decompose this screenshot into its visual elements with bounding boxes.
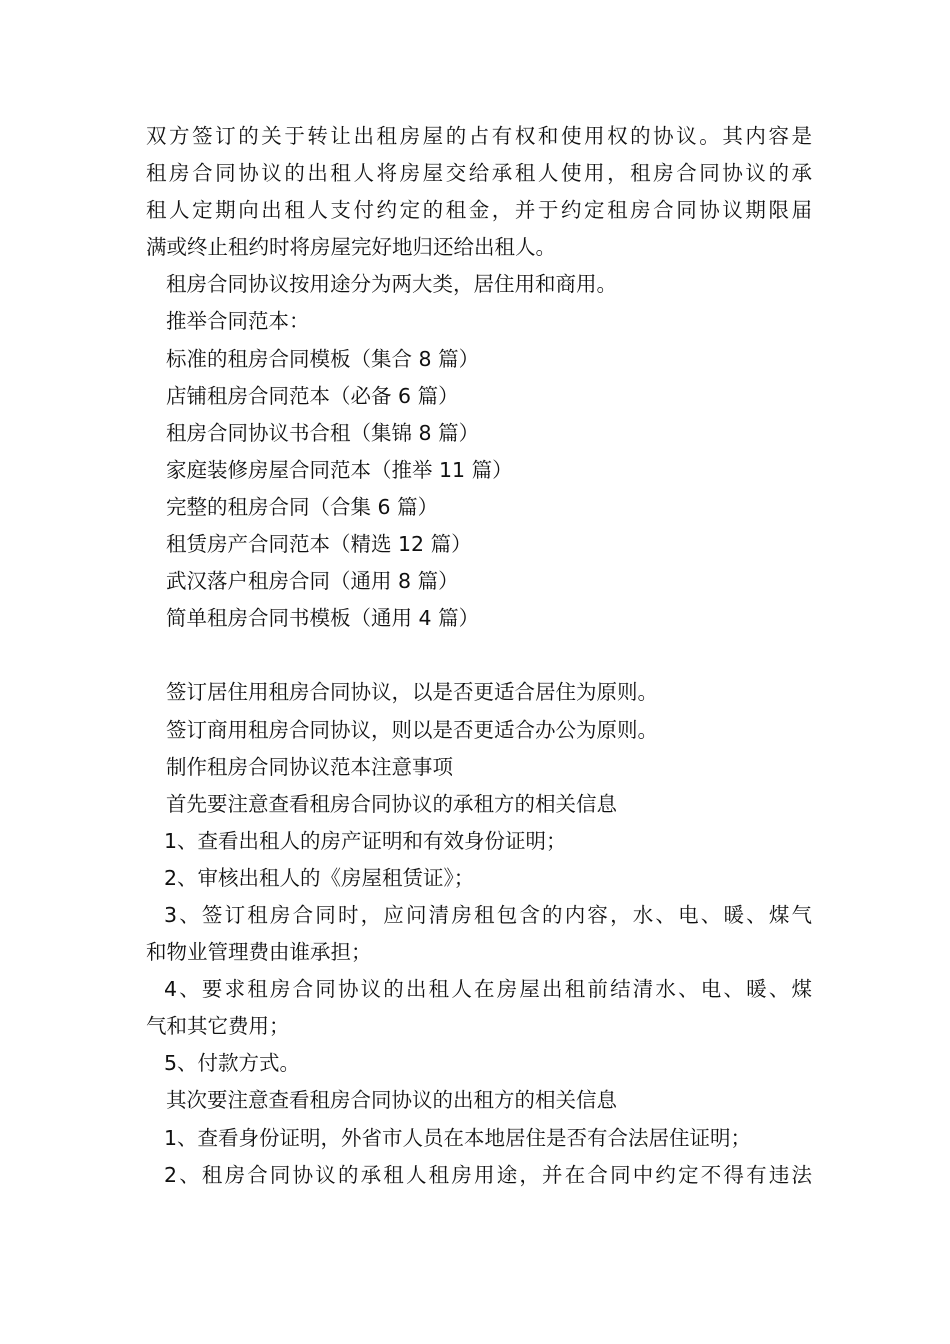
paragraph-line: 满或终止租约时将房屋完好地归还给出租人。 bbox=[146, 235, 556, 260]
recommended-item: 武汉落户租房合同（通用 8 篇） bbox=[166, 569, 459, 594]
paragraph-line: 租人定期向出租人支付约定的租金，并于约定租房合同协议期限届 bbox=[146, 198, 812, 223]
document-body bbox=[146, 118, 812, 1194]
list-item: 2、租房合同协议的承租人租房用途，并在合同中约定不得有违法 bbox=[164, 1162, 812, 1187]
recommended-item: 标准的租房合同模板（集合 8 篇） bbox=[166, 346, 480, 371]
blank-line bbox=[146, 637, 812, 674]
paragraph-line: 签订居住用租房合同协议，以是否更适合居住为原则。 bbox=[166, 680, 658, 705]
list-item: 4、要求租房合同协议的出租人在房屋出租前结清水、电、暖、煤 bbox=[164, 977, 812, 1002]
list-item: 1、查看出租人的房产证明和有效身份证明； bbox=[164, 828, 567, 853]
list-item-continuation: 和物业管理费由谁承担； bbox=[146, 940, 372, 965]
recommended-item: 家庭装修房屋合同范本（推举 11 篇） bbox=[166, 457, 513, 482]
recommended-item: 完整的租房合同（合集 6 篇） bbox=[166, 494, 439, 519]
recommended-heading: 推举合同范本： bbox=[166, 309, 310, 334]
list-item-continuation: 气和其它费用； bbox=[146, 1014, 290, 1039]
paragraph-line: 租房合同协议的出租人将房屋交给承租人使用，租房合同协议的承 bbox=[146, 161, 812, 186]
recommended-item: 租赁房产合同范本（精选 12 篇） bbox=[166, 532, 472, 557]
list-item: 5、付款方式。 bbox=[164, 1051, 301, 1076]
list-item: 3、签订租房合同时，应问清房租包含的内容，水、电、暖、煤气 bbox=[164, 902, 812, 927]
recommended-item: 简单租房合同书模板（通用 4 篇） bbox=[166, 606, 480, 631]
recommended-item: 店铺租房合同范本（必备 6 篇） bbox=[166, 383, 459, 408]
recommended-item: 租房合同协议书合租（集锦 8 篇） bbox=[166, 420, 480, 445]
paragraph-line: 签订商用租房合同协议，则以是否更适合办公为原则。 bbox=[166, 717, 658, 742]
section-subheading: 其次要注意查看租房合同协议的出租方的相关信息 bbox=[166, 1088, 617, 1113]
list-item: 2、审核出租人的《房屋租赁证》； bbox=[164, 865, 475, 890]
section-subheading: 首先要注意查看租房合同协议的承租方的相关信息 bbox=[166, 791, 617, 816]
paragraph-line: 双方签订的关于转让出租房屋的占有权和使用权的协议。其内容是 bbox=[146, 124, 812, 148]
section-heading: 制作租房合同协议范本注意事项 bbox=[166, 754, 453, 779]
paragraph-line: 租房合同协议按用途分为两大类，居住用和商用。 bbox=[166, 272, 617, 297]
list-item: 1、查看身份证明，外省市人员在本地居住是否有合法居住证明； bbox=[164, 1125, 752, 1150]
